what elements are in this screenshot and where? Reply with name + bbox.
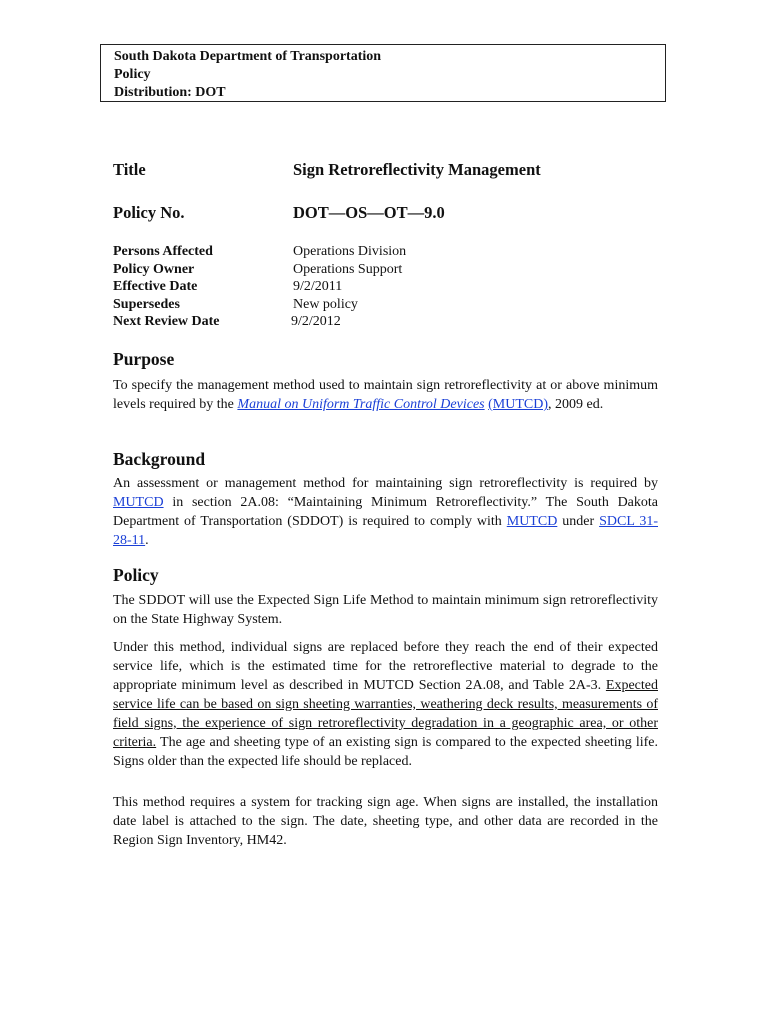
underlined-criteria: Expected service life can be based on sign sheeting warranties, weathering deck results, measurements of field signs, the experience of sign retroreflectivity degradation in a geographic area, or other criteria. bbox=[113, 678, 658, 750]
title-value: Sign Retroreflectivity Management bbox=[293, 160, 541, 179]
detail-label: Next Review Date bbox=[113, 314, 220, 329]
background-text: in section 2A.08: “Maintaining Minimum Retroreflectivity.” The South Dakota Department of Transportation (SDDOT) is required to comply with bbox=[113, 495, 658, 529]
mutcd-manual-link[interactable]: Manual on Uniform Traffic Control Devices bbox=[237, 397, 485, 412]
background-text: An assessment or management method for maintaining sign retroreflectivity is required by bbox=[113, 476, 658, 491]
header-box bbox=[100, 44, 666, 102]
purpose-paragraph bbox=[113, 376, 658, 414]
detail-value: Operations Division bbox=[293, 244, 407, 259]
purpose-text: To specify the management method used to maintain sign retroreflectivity at or above minimum levels required by the bbox=[113, 378, 658, 412]
detail-row bbox=[113, 296, 533, 314]
detail-label: Effective Date bbox=[113, 279, 198, 294]
detail-row bbox=[113, 278, 533, 296]
policy-paragraph-2: Under this method, individual signs are replaced before they reach the end of their expected service life, which is the estimated time for the retroreflective material to degrade to the appropriate minimum level as described in MUTCD Section 2A.08, and Table 2A-3. Expected service life can be based on sign sheeting warranties, weathering deck results, measurements of field signs, the experience of sign retroreflectivity degradation in a geographic area, or other criteria. The age and sheeting type of an existing sign is compared to the expected sheeting life. Signs older than the expected life should be replaced. bbox=[113, 640, 658, 769]
purpose-heading: Purpose bbox=[113, 349, 175, 369]
background-text: under bbox=[557, 514, 600, 529]
detail-label: Supersedes bbox=[113, 296, 180, 312]
mutcd-link-2[interactable]: MUTCD bbox=[506, 514, 558, 529]
header-distribution: Distribution: DOT bbox=[114, 85, 226, 100]
policy-no-label: Policy No. bbox=[113, 203, 185, 222]
policy-paragraph-1: The SDDOT will use the Expected Sign Life Method to maintain minimum sign retroreflectivity on the State Highway System. bbox=[113, 593, 658, 627]
background-heading: Background bbox=[113, 449, 206, 469]
policy-paragraph-3: This method requires a system for tracking sign age. When signs are installed, the installation date label is attached to the sign. The date, sheeting type, and other data are recorded in the Region Sign Inventory, HM42. bbox=[113, 795, 658, 848]
detail-value: New policy bbox=[293, 296, 358, 312]
detail-row bbox=[113, 313, 533, 331]
detail-row bbox=[113, 261, 533, 279]
policy-heading: Policy bbox=[113, 565, 159, 585]
mutcd-link[interactable]: MUTCD bbox=[113, 495, 164, 510]
purpose-text-end: , 2009 ed. bbox=[548, 397, 604, 412]
title-label: Title bbox=[113, 160, 146, 179]
background-text: . bbox=[145, 533, 149, 548]
detail-row bbox=[113, 243, 533, 261]
detail-value: Operations Support bbox=[293, 261, 403, 277]
detail-label: Persons Affected bbox=[113, 244, 213, 259]
header-agency: South Dakota Department of Transportation bbox=[114, 49, 382, 64]
mutcd-abbrev-link[interactable]: (MUTCD) bbox=[488, 397, 548, 412]
sdcl-link[interactable]: SDCL 31-28-11 bbox=[113, 514, 658, 548]
header-type: Policy bbox=[114, 67, 151, 82]
detail-value: 9/2/2012 bbox=[291, 314, 341, 329]
detail-label: Policy Owner bbox=[113, 261, 195, 277]
policy-no-value: DOT—OS—OT—9.0 bbox=[293, 203, 445, 222]
policy-details bbox=[113, 243, 533, 331]
detail-value: 9/2/2011 bbox=[293, 279, 343, 294]
background-paragraph bbox=[113, 474, 658, 550]
